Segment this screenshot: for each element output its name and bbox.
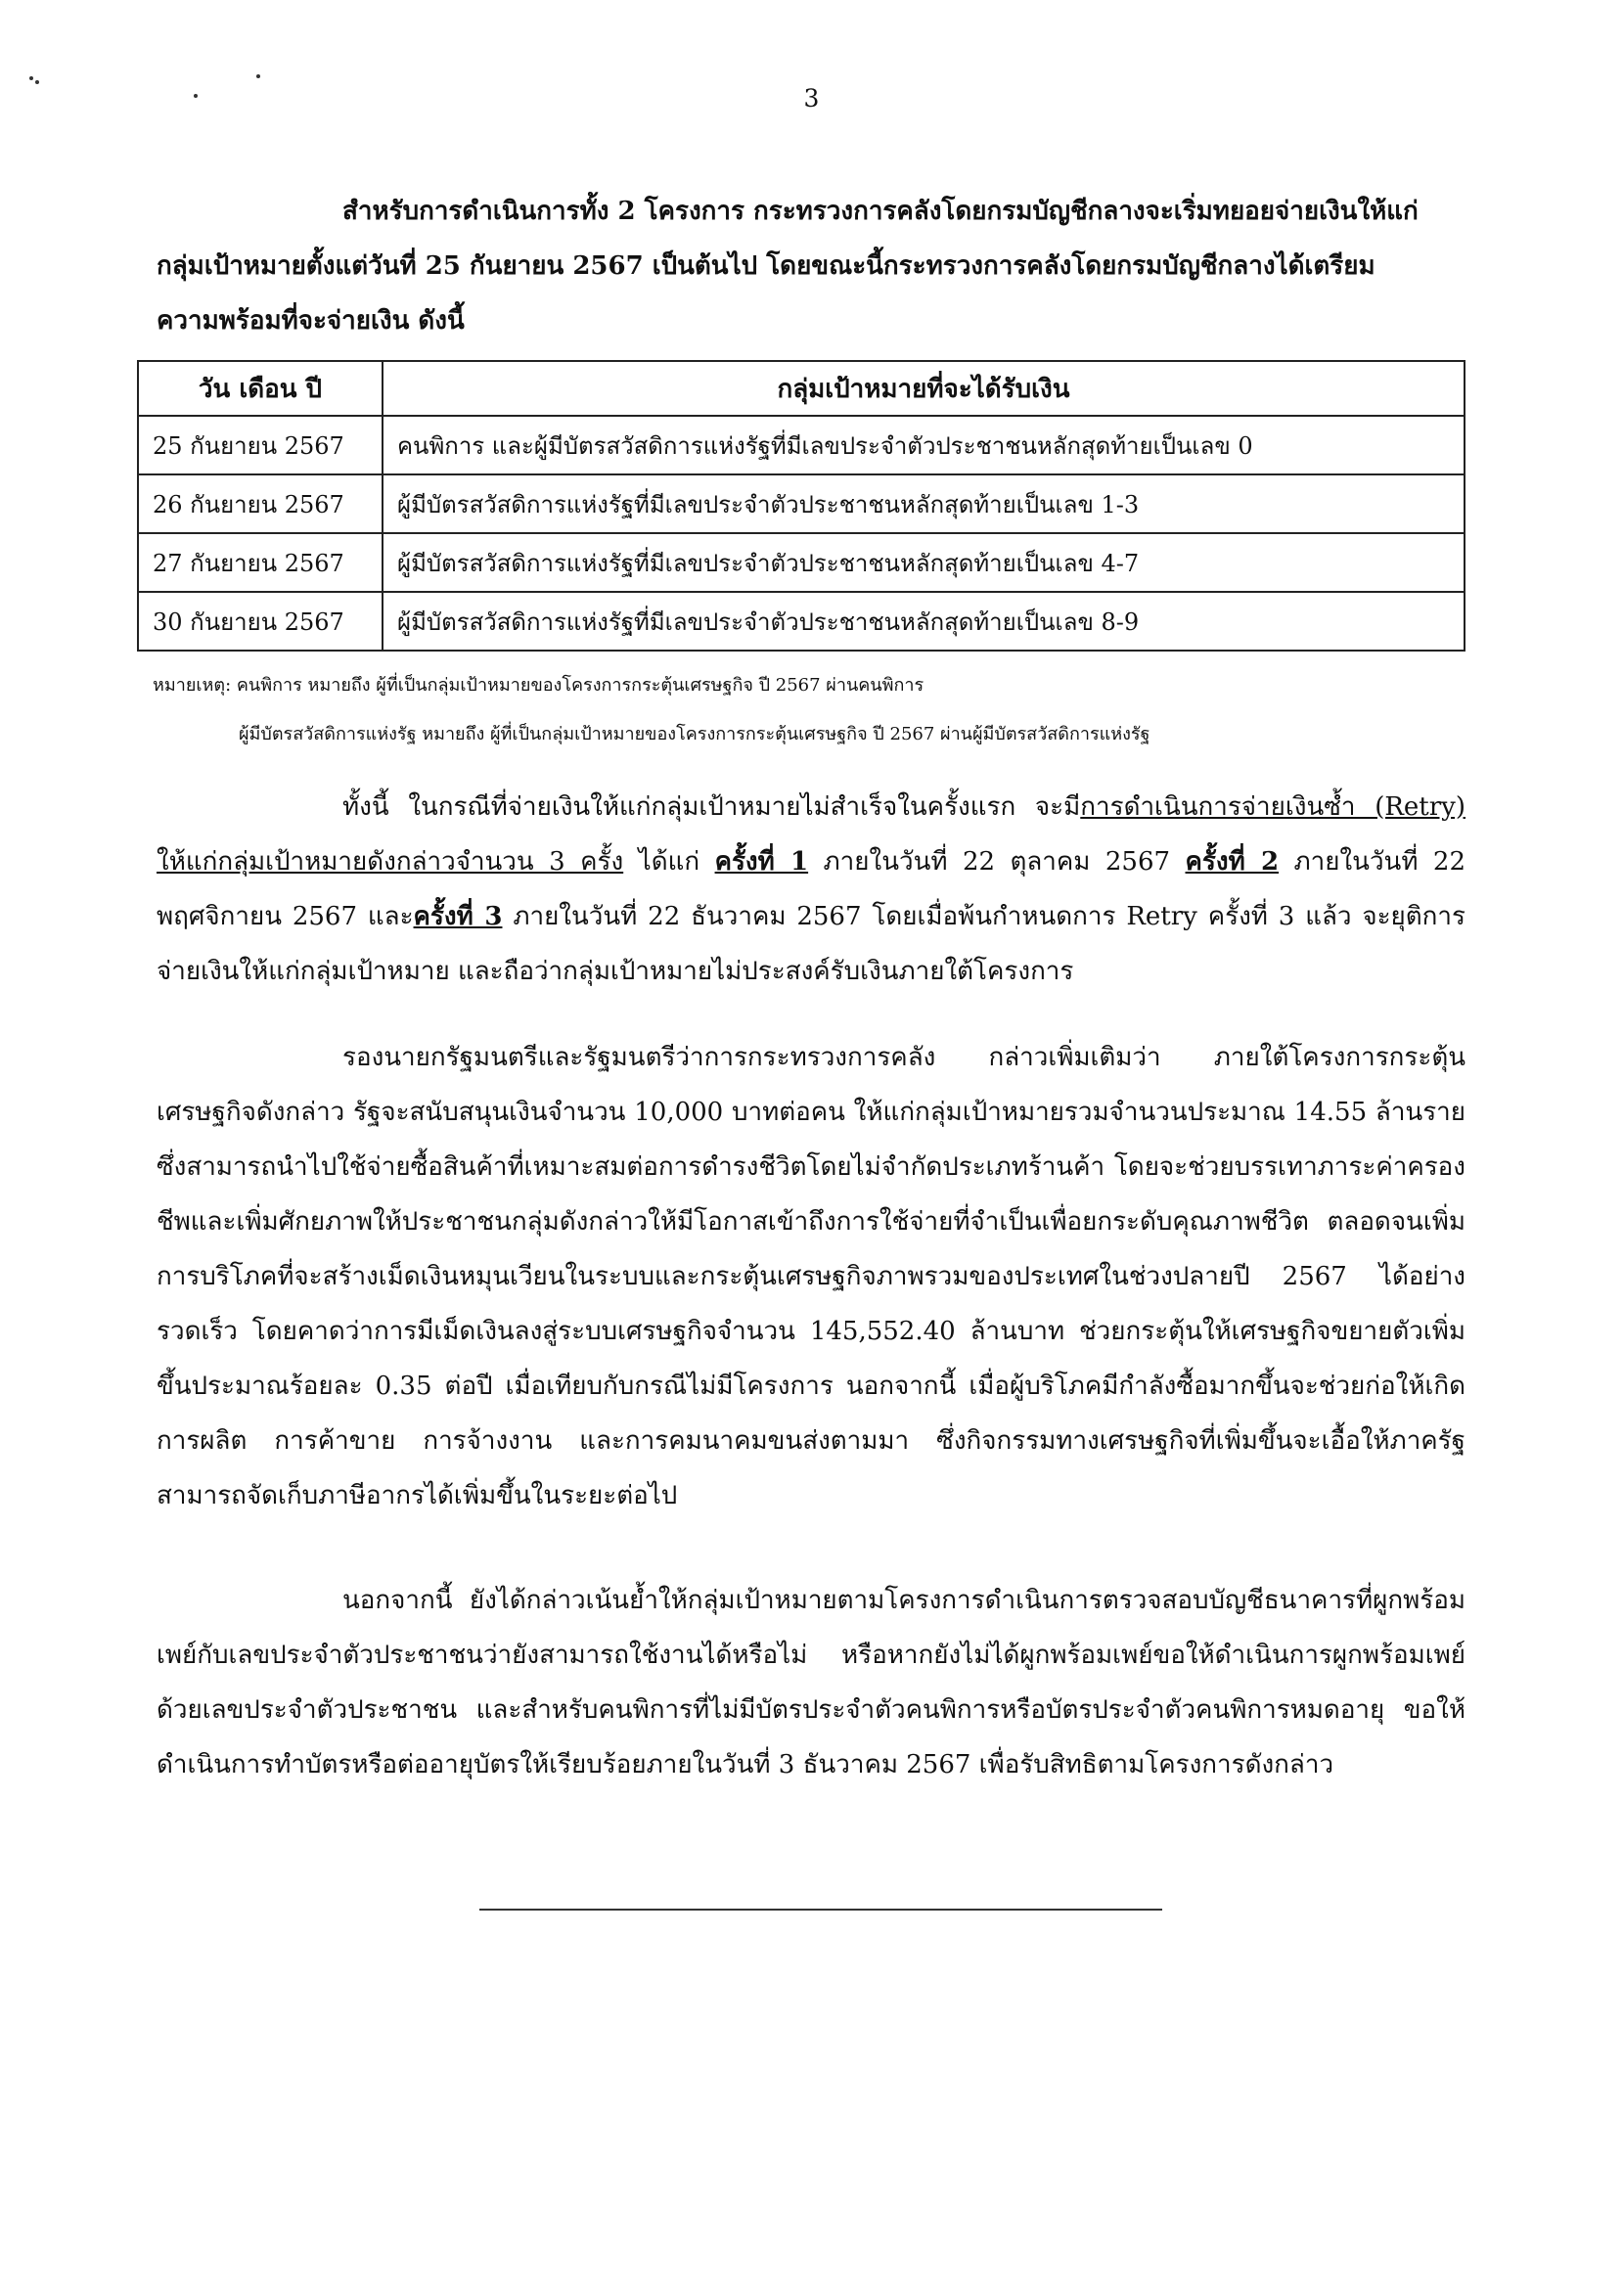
minister-paragraph <box>157 1030 1465 1523</box>
reminder-text: นอกจากนี้ ยังได้กล่าวเน้นย้ำให้กลุ่มเป้าหมายตามโครงการดำเนินการตรวจสอบบัญชีธนาคารที่ผูกพร้อมเพย์กับเลขประจำตัวประชาชนว่ายังสามารถใช้งานได้หรือไม่ หรือหากยังไม่ได้ผูกพร้อมเพย์ขอให้ดำเนินการผูกพร้อมเพย์ด้วยเลขประจำตัวประชาชน และสำหรับคนพิการที่ไม่มีบัตรประจำตัวคนพิการหรือบัตรประจำตัวคนพิการหมดอายุ ขอให้ดำเนินการทำบัตรหรือต่ออายุบัตรให้เรียบร้อยภายในวันที่ 3 ธันวาคม 2567 เพื่อรับสิทธิตามโครงการดังกล่าว <box>157 1586 1465 1779</box>
row-date: 26 กันยายน 2567 <box>138 474 383 533</box>
retry-text-c: ได้แก่ <box>623 847 715 877</box>
reminder-paragraph <box>157 1573 1465 1792</box>
table-row <box>138 474 1465 533</box>
retry-paragraph <box>157 780 1465 999</box>
table-row <box>138 416 1465 474</box>
intro-paragraph <box>157 184 1465 348</box>
table-note-1: หมายเหตุ: คนพิการ หมายถึง ผู้ที่เป็นกลุ่มเป้าหมายของโครงการกระตุ้นเศรษฐกิจ ปี 2567 ผ่านคนพิการ <box>153 675 924 696</box>
retry-text-e: ภายในวันที่ 22 ตุลาคม 2567 <box>808 847 1186 877</box>
intro-line-2: กลุ่มเป้าหมายตั้งแต่วันที่ 25 กันยายน 2567 เป็นต้นไป โดยขณะนี้กระทรวงการคลังโดยกรมบัญชีกลางได้เตรียม <box>157 251 1375 281</box>
table-row <box>138 533 1465 592</box>
table-note-2: ผู้มีบัตรสวัสดิการแห่งรัฐ หมายถึง ผู้ที่เป็นกลุ่มเป้าหมายของโครงการกระตุ้นเศรษฐกิจ ปี 2567 ผ่านผู้มีบัตรสวัสดิการแห่งรัฐ <box>239 724 1150 744</box>
row-date: 27 กันยายน 2567 <box>138 533 383 592</box>
retry-text-underlined: การดำเนินการจ่ายเงินซ้ำ (Retry) ให้แก่กลุ่มเป้าหมายดังกล่าวจำนวน 3 ครั้ง <box>157 792 1466 877</box>
end-divider <box>479 1909 1162 1911</box>
row-group: คนพิการ และผู้มีบัตรสวัสดิการแห่งรัฐที่มีเลขประจำตัวประชาชนหลักสุดท้ายเป็นเลข 0 <box>383 416 1465 474</box>
header-target-group: กลุ่มเป้าหมายที่จะได้รับเงิน <box>383 361 1465 416</box>
table-row <box>138 592 1465 651</box>
header-date: วัน เดือน ปี <box>138 361 383 416</box>
retry-round-3: ครั้งที่ 3 <box>413 902 503 931</box>
intro-line-1: สำหรับการดำเนินการทั้ง 2 โครงการ กระทรวงการคลังโดยกรมบัญชีกลางจะเริ่มทยอยจ่ายเงินให้แก่ <box>342 197 1419 226</box>
retry-round-2: ครั้งที่ 2 <box>1185 847 1280 877</box>
table-header-row <box>138 361 1465 416</box>
retry-text-g: ภายในวันที่ 22 พฤศจิกายน 2567 และ <box>157 847 1465 931</box>
row-group: ผู้มีบัตรสวัสดิการแห่งรัฐที่มีเลขประจำตัวประชาชนหลักสุดท้ายเป็นเลข 4-7 <box>383 533 1465 592</box>
page-number: 3 <box>803 84 820 113</box>
row-group: ผู้มีบัตรสวัสดิการแห่งรัฐที่มีเลขประจำตัวประชาชนหลักสุดท้ายเป็นเลข 8-9 <box>383 592 1465 651</box>
retry-text-a: ทั้งนี้ ในกรณีที่จ่ายเงินให้แก่กลุ่มเป้าหมายไม่สำเร็จในครั้งแรก จะมี <box>342 792 1081 822</box>
retry-round-1: ครั้งที่ 1 <box>714 847 809 877</box>
retry-text-i: ภายในวันที่ 22 ธันวาคม 2567 โดยเมื่อพ้นกำหนดการ Retry ครั้งที่ 3 แล้ว จะยุติการจ่ายเงินให้แก่กลุ่มเป้าหมาย และถือว่ากลุ่มเป้าหมายไม่ประสงค์รับเงินภายใต้โครงการ <box>157 902 1465 986</box>
row-date: 30 กันยายน 2567 <box>138 592 383 651</box>
minister-text: รองนายกรัฐมนตรีและรัฐมนตรีว่าการกระทรวงการคลัง กล่าวเพิ่มเติมว่า ภายใต้โครงการกระตุ้นเศรษฐกิจดังกล่าว รัฐจะสนับสนุนเงินจำนวน 10,000 บาทต่อคน ให้แก่กลุ่มเป้าหมายรวมจำนวนประมาณ 14.55 ล้านราย ซึ่งสามารถนำไปใช้จ่ายซื้อสินค้าที่เหมาะสมต่อการดำรงชีวิตโดยไม่จำกัดประเภทร้านค้า โดยจะช่วยบรรเทาภาระค่าครองชีพและเพิ่มศักยภาพให้ประชาชนกลุ่มดังกล่าวให้มีโอกาสเข้าถึงการใช้จ่ายที่จำเป็นเพื่อยกระดับคุณภาพชีวิต ตลอดจนเพิ่มการบริโภคที่จะสร้างเม็ดเงินหมุนเวียนในระบบและกระตุ้นเศรษฐกิจภาพรวมของประเทศในช่วงปลายปี 2567 ได้อย่างรวดเร็ว โดยคาดว่าการมีเม็ดเงินลงสู่ระบบเศรษฐกิจจำนวน 145,552.40 ล้านบาท ช่วยกระตุ้นให้เศรษฐกิจขยายตัวเพิ่มขึ้นประมาณร้อยละ 0.35 ต่อปี เมื่อเทียบกับกรณีไม่มีโครงการ นอกจากนี้ เมื่อผู้บริโภคมีกำลังซื้อมากขึ้นจะช่วยก่อให้เกิดการผลิต การค้าขาย การจ้างงาน และการคมนาคมขนส่งตามมา ซึ่งกิจกรรมทางเศรษฐกิจที่เพิ่มขึ้นจะเอื้อให้ภาครัฐสามารถจัดเก็บภาษีอากรได้เพิ่มขึ้นในระยะต่อไป <box>157 1043 1465 1510</box>
payment-schedule-table <box>137 360 1465 652</box>
intro-line-3: ความพร้อมที่จะจ่ายเงิน ดังนี้ <box>157 306 465 336</box>
row-date: 25 กันยายน 2567 <box>138 416 383 474</box>
row-group: ผู้มีบัตรสวัสดิการแห่งรัฐที่มีเลขประจำตัวประชาชนหลักสุดท้ายเป็นเลข 1-3 <box>383 474 1465 533</box>
